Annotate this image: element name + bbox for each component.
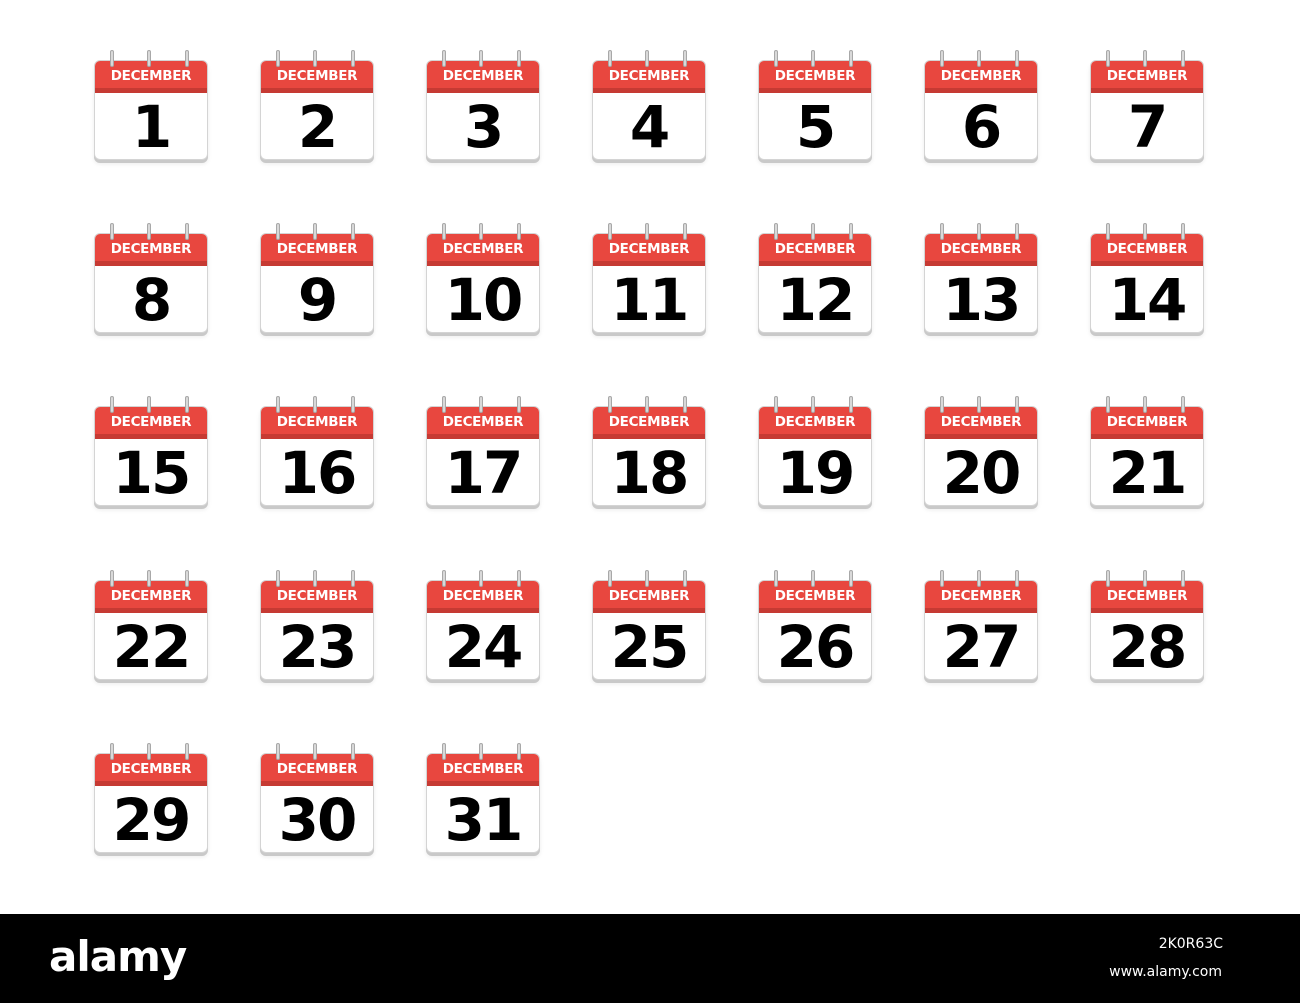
binder-ring-icon — [110, 743, 114, 760]
calendar-icon — [260, 570, 374, 682]
month-header: DECEMBER — [925, 407, 1037, 439]
binder-ring-icon — [1143, 396, 1147, 413]
binder-ring-icon — [608, 396, 612, 413]
calendar-icon — [94, 223, 208, 335]
day-number: 23 — [278, 613, 356, 680]
month-header: DECEMBER — [427, 234, 539, 266]
calendar-icon — [1090, 223, 1204, 335]
binder-ring-icon — [185, 743, 189, 760]
binder-ring-icon — [1015, 570, 1019, 587]
day-number: 2 — [297, 93, 337, 160]
calendar-page — [1090, 580, 1204, 680]
calendar-icon — [592, 570, 706, 682]
calendar-icon — [426, 743, 540, 855]
month-header: DECEMBER — [95, 581, 207, 613]
binder-ring-icon — [1143, 50, 1147, 67]
day-number: 15 — [112, 439, 190, 506]
binder-ring-icon — [774, 570, 778, 587]
binder-ring-icon — [683, 396, 687, 413]
calendar-icon — [260, 743, 374, 855]
binder-ring-icon — [608, 570, 612, 587]
calendar-page — [758, 580, 872, 680]
day-number: 14 — [1108, 266, 1186, 333]
binder-ring-icon — [185, 223, 189, 240]
day-number: 10 — [444, 266, 522, 333]
binder-ring-icon — [683, 223, 687, 240]
day-number: 25 — [610, 613, 688, 680]
binder-ring-icon — [1181, 223, 1185, 240]
calendar-icon — [260, 223, 374, 335]
day-number: 7 — [1127, 93, 1167, 160]
binder-ring-icon — [517, 570, 521, 587]
image-id-label: 2K0R63C — [1158, 936, 1223, 952]
binder-ring-icon — [811, 396, 815, 413]
binder-ring-icon — [940, 50, 944, 67]
month-header: DECEMBER — [427, 61, 539, 93]
day-number: 11 — [610, 266, 688, 333]
binder-ring-icon — [351, 396, 355, 413]
binder-ring-icon — [147, 570, 151, 587]
binder-ring-icon — [442, 396, 446, 413]
binder-ring-icon — [517, 223, 521, 240]
calendar-page — [94, 580, 208, 680]
day-number: 17 — [444, 439, 522, 506]
day-number: 5 — [795, 93, 835, 160]
day-number: 29 — [112, 786, 190, 853]
binder-ring-icon — [849, 223, 853, 240]
month-header: DECEMBER — [427, 754, 539, 786]
calendar-icon — [260, 396, 374, 508]
calendar-page — [592, 233, 706, 333]
month-header: DECEMBER — [95, 754, 207, 786]
day-number: 24 — [444, 613, 522, 680]
binder-ring-icon — [849, 396, 853, 413]
binder-ring-icon — [313, 570, 317, 587]
binder-ring-icon — [608, 50, 612, 67]
calendar-icon — [1090, 396, 1204, 508]
calendar-icon — [592, 50, 706, 162]
calendar-page — [260, 233, 374, 333]
binder-ring-icon — [977, 396, 981, 413]
day-number: 31 — [444, 786, 522, 853]
binder-ring-icon — [351, 743, 355, 760]
calendar-page — [758, 406, 872, 506]
binder-ring-icon — [1015, 50, 1019, 67]
binder-ring-icon — [1143, 570, 1147, 587]
binder-ring-icon — [849, 570, 853, 587]
binder-ring-icon — [940, 223, 944, 240]
month-header: DECEMBER — [95, 234, 207, 266]
calendar-icon — [1090, 50, 1204, 162]
binder-ring-icon — [147, 50, 151, 67]
binder-ring-icon — [517, 396, 521, 413]
calendar-page — [1090, 406, 1204, 506]
binder-ring-icon — [608, 223, 612, 240]
calendar-page — [1090, 60, 1204, 160]
day-number: 8 — [131, 266, 171, 333]
calendar-icon — [758, 396, 872, 508]
binder-ring-icon — [479, 223, 483, 240]
month-header: DECEMBER — [925, 581, 1037, 613]
binder-ring-icon — [351, 570, 355, 587]
calendar-page — [94, 60, 208, 160]
binder-ring-icon — [110, 570, 114, 587]
calendar-page — [94, 233, 208, 333]
day-number: 9 — [297, 266, 337, 333]
binder-ring-icon — [442, 743, 446, 760]
month-header: DECEMBER — [925, 234, 1037, 266]
day-number: 1 — [131, 93, 171, 160]
binder-ring-icon — [774, 50, 778, 67]
binder-ring-icon — [849, 50, 853, 67]
calendar-page — [426, 753, 540, 853]
calendar-page — [758, 60, 872, 160]
binder-ring-icon — [517, 50, 521, 67]
alamy-logo: alamy — [49, 932, 187, 981]
binder-ring-icon — [774, 396, 778, 413]
month-header: DECEMBER — [261, 754, 373, 786]
binder-ring-icon — [442, 223, 446, 240]
binder-ring-icon — [811, 50, 815, 67]
calendar-page — [426, 60, 540, 160]
binder-ring-icon — [683, 570, 687, 587]
calendar-icon — [758, 50, 872, 162]
binder-ring-icon — [479, 50, 483, 67]
calendar-page — [260, 60, 374, 160]
month-header: DECEMBER — [759, 581, 871, 613]
binder-ring-icon — [313, 223, 317, 240]
month-header: DECEMBER — [261, 581, 373, 613]
calendar-icon — [758, 223, 872, 335]
month-header: DECEMBER — [95, 407, 207, 439]
calendar-icon — [592, 396, 706, 508]
month-header: DECEMBER — [95, 61, 207, 93]
day-number: 27 — [942, 613, 1020, 680]
binder-ring-icon — [479, 570, 483, 587]
calendar-icon — [924, 396, 1038, 508]
binder-ring-icon — [1106, 50, 1110, 67]
calendar-page — [260, 580, 374, 680]
day-number: 18 — [610, 439, 688, 506]
day-number: 30 — [278, 786, 356, 853]
calendar-page — [260, 406, 374, 506]
binder-ring-icon — [645, 50, 649, 67]
binder-ring-icon — [1181, 570, 1185, 587]
binder-ring-icon — [1015, 223, 1019, 240]
binder-ring-icon — [110, 396, 114, 413]
binder-ring-icon — [313, 743, 317, 760]
month-header: DECEMBER — [593, 61, 705, 93]
stock-footer — [0, 914, 1300, 1003]
binder-ring-icon — [940, 570, 944, 587]
binder-ring-icon — [351, 50, 355, 67]
calendar-icon — [592, 223, 706, 335]
calendar-icon — [94, 396, 208, 508]
binder-ring-icon — [645, 396, 649, 413]
month-header: DECEMBER — [1091, 581, 1203, 613]
calendar-icon — [758, 570, 872, 682]
binder-ring-icon — [977, 50, 981, 67]
calendar-icon — [924, 50, 1038, 162]
binder-ring-icon — [110, 50, 114, 67]
month-header: DECEMBER — [427, 407, 539, 439]
day-number: 20 — [942, 439, 1020, 506]
binder-ring-icon — [442, 50, 446, 67]
binder-ring-icon — [147, 223, 151, 240]
binder-ring-icon — [517, 743, 521, 760]
binder-ring-icon — [313, 396, 317, 413]
calendar-icon — [426, 50, 540, 162]
binder-ring-icon — [811, 223, 815, 240]
calendar-icon — [1090, 570, 1204, 682]
day-number: 16 — [278, 439, 356, 506]
day-number: 4 — [629, 93, 669, 160]
calendar-page — [426, 580, 540, 680]
binder-ring-icon — [774, 223, 778, 240]
binder-ring-icon — [185, 396, 189, 413]
calendar-icon — [924, 223, 1038, 335]
binder-ring-icon — [276, 50, 280, 67]
binder-ring-icon — [1106, 396, 1110, 413]
calendar-icon — [94, 570, 208, 682]
month-header: DECEMBER — [593, 581, 705, 613]
day-number: 21 — [1108, 439, 1186, 506]
calendar-icon — [260, 50, 374, 162]
binder-ring-icon — [1106, 223, 1110, 240]
calendar-page — [94, 406, 208, 506]
month-header: DECEMBER — [593, 407, 705, 439]
day-number: 3 — [463, 93, 503, 160]
binder-ring-icon — [977, 223, 981, 240]
binder-ring-icon — [351, 223, 355, 240]
binder-ring-icon — [313, 50, 317, 67]
calendar-icon — [94, 743, 208, 855]
calendar-page — [592, 60, 706, 160]
calendar-page — [592, 580, 706, 680]
day-number: 28 — [1108, 613, 1186, 680]
month-header: DECEMBER — [1091, 234, 1203, 266]
binder-ring-icon — [977, 570, 981, 587]
binder-ring-icon — [147, 396, 151, 413]
binder-ring-icon — [1143, 223, 1147, 240]
binder-ring-icon — [1015, 396, 1019, 413]
month-header: DECEMBER — [427, 581, 539, 613]
binder-ring-icon — [1181, 50, 1185, 67]
month-header: DECEMBER — [1091, 407, 1203, 439]
month-header: DECEMBER — [759, 234, 871, 266]
month-header: DECEMBER — [261, 234, 373, 266]
month-header: DECEMBER — [261, 61, 373, 93]
calendar-page — [94, 753, 208, 853]
calendar-page — [924, 580, 1038, 680]
calendar-icon — [426, 570, 540, 682]
binder-ring-icon — [479, 396, 483, 413]
binder-ring-icon — [645, 570, 649, 587]
day-number: 22 — [112, 613, 190, 680]
calendar-icon — [94, 50, 208, 162]
day-number: 26 — [776, 613, 854, 680]
binder-ring-icon — [276, 570, 280, 587]
binder-ring-icon — [147, 743, 151, 760]
month-header: DECEMBER — [261, 407, 373, 439]
calendar-page — [924, 406, 1038, 506]
binder-ring-icon — [940, 396, 944, 413]
site-url-label: www.alamy.com — [1109, 964, 1222, 980]
calendar-page — [426, 406, 540, 506]
month-header: DECEMBER — [925, 61, 1037, 93]
calendar-page — [758, 233, 872, 333]
binder-ring-icon — [110, 223, 114, 240]
binder-ring-icon — [479, 743, 483, 760]
month-header: DECEMBER — [1091, 61, 1203, 93]
binder-ring-icon — [185, 50, 189, 67]
binder-ring-icon — [185, 570, 189, 587]
binder-ring-icon — [683, 50, 687, 67]
binder-ring-icon — [276, 396, 280, 413]
calendar-page — [924, 60, 1038, 160]
binder-ring-icon — [811, 570, 815, 587]
day-number: 19 — [776, 439, 854, 506]
month-header: DECEMBER — [593, 234, 705, 266]
calendar-page — [592, 406, 706, 506]
binder-ring-icon — [645, 223, 649, 240]
binder-ring-icon — [442, 570, 446, 587]
calendar-page — [260, 753, 374, 853]
calendar-icon — [426, 223, 540, 335]
calendar-icon — [426, 396, 540, 508]
month-header: DECEMBER — [759, 407, 871, 439]
binder-ring-icon — [1181, 396, 1185, 413]
binder-ring-icon — [276, 223, 280, 240]
day-number: 6 — [961, 93, 1001, 160]
calendar-page — [924, 233, 1038, 333]
day-number: 13 — [942, 266, 1020, 333]
calendar-page — [1090, 233, 1204, 333]
binder-ring-icon — [276, 743, 280, 760]
binder-ring-icon — [1106, 570, 1110, 587]
calendar-icon — [924, 570, 1038, 682]
month-header: DECEMBER — [759, 61, 871, 93]
day-number: 12 — [776, 266, 854, 333]
calendar-page — [426, 233, 540, 333]
